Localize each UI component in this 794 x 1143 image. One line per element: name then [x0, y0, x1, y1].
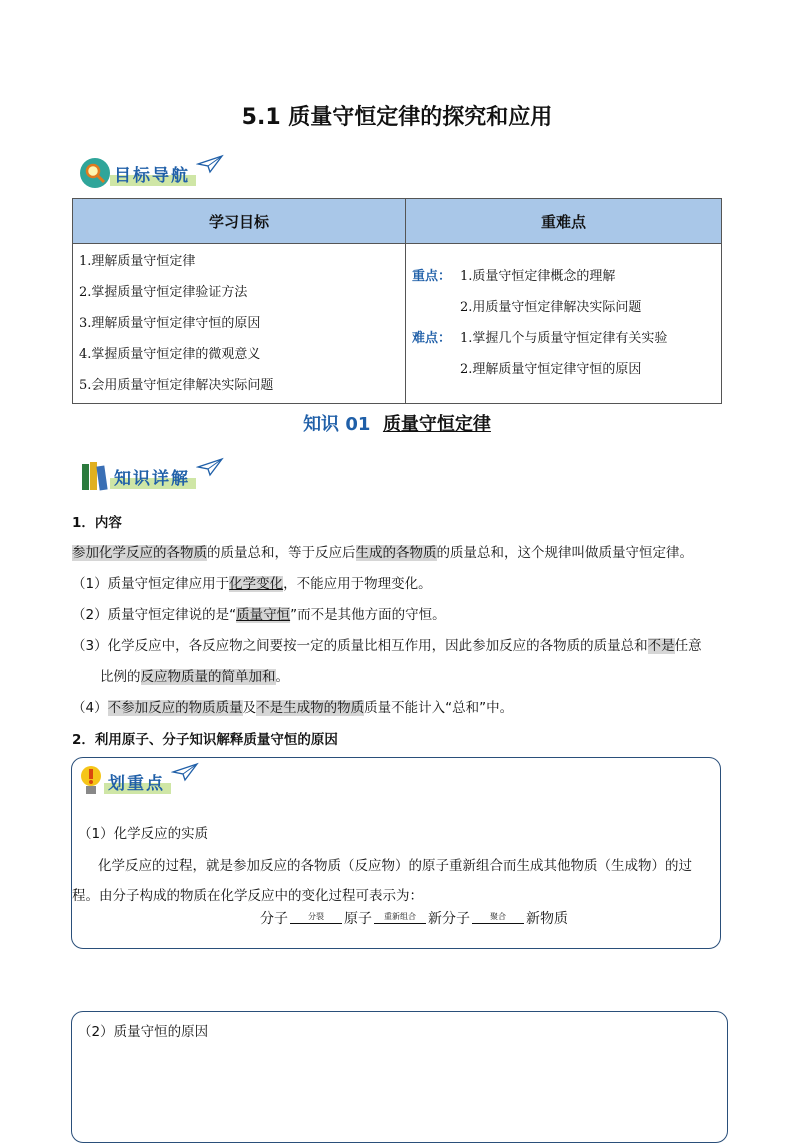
text: （4）	[72, 700, 108, 716]
key-points-header: 重难点	[406, 199, 722, 244]
definition	[72, 541, 693, 561]
arrow-recombine	[374, 912, 426, 928]
lightbulb-icon	[78, 764, 104, 798]
nav-badge	[80, 158, 224, 188]
text: 比例的	[100, 669, 141, 685]
text: 质量不能计入“总和”中。	[364, 700, 514, 716]
page-title: 5.1 质量守恒定律的探究和应用	[241, 105, 553, 130]
hard-label: 难点：	[412, 331, 452, 346]
detail-badge	[80, 460, 224, 492]
box1-line1: 化学反应的过程，就是参加反应的各物质（反应物）的原子重新组合而生成其他物质（生成物）的过	[98, 858, 692, 874]
key-item: 1.质量守恒定律概念的理解	[460, 269, 616, 284]
key-points-cell	[406, 244, 722, 404]
books-icon	[80, 460, 110, 492]
goal-item: 2.掌握质量守恒定律验证方法	[79, 285, 248, 300]
highlight: 质量守恒	[236, 607, 291, 623]
box1-subtitle: （1）化学反应的实质	[78, 826, 209, 842]
text: （1）质量守恒定律应用于	[72, 576, 230, 592]
stage-new-molecule: 新分子	[428, 911, 470, 927]
magnifier-icon	[80, 158, 110, 188]
text: 任意	[674, 638, 702, 654]
arrow-label: 分裂	[308, 912, 324, 921]
text: 及	[242, 700, 257, 716]
stage-molecule: 分子	[260, 911, 288, 927]
reaction-process	[260, 908, 568, 928]
highlight: 不是	[647, 638, 675, 654]
paper-plane-icon	[171, 762, 199, 782]
highlight: 反应物质量的简单加和	[140, 669, 276, 685]
key-item: 2.用质量守恒定律解决实际问题	[460, 300, 642, 315]
highlight: 生成的各物质	[355, 545, 437, 561]
goal-item: 3.理解质量守恒定律守恒的原因	[79, 316, 261, 331]
arrow-split	[290, 912, 342, 928]
detail-badge-label: 知识详解	[110, 464, 196, 489]
heading-content: 1．内容	[72, 515, 122, 531]
goal-item: 1.理解质量守恒定律	[79, 254, 196, 269]
text: 。	[275, 669, 289, 685]
key-badge-label: 划重点	[104, 769, 171, 794]
arrow-label: 聚合	[490, 912, 506, 921]
heading-reason: 2．利用原子、分子知识解释质量守恒的原因	[72, 732, 338, 748]
arrow-aggregate	[472, 912, 524, 928]
text: （2）质量守恒定律说的是“	[72, 607, 237, 623]
goal-item: 5.会用质量守恒定律解决实际问题	[79, 378, 274, 393]
box2-subtitle: （2）质量守恒的原因	[78, 1024, 209, 1040]
item-4	[72, 696, 513, 716]
text: 的质量总和，等于反应后	[207, 545, 356, 561]
key-label: 重点：	[412, 269, 452, 284]
stage-atom: 原子	[344, 911, 372, 927]
nav-badge-label: 目标导航	[110, 161, 196, 186]
highlight: 不是生成物的物质	[256, 700, 365, 716]
paper-plane-icon	[196, 457, 224, 477]
hard-item: 1.掌握几个与质量守恒定律有关实验	[460, 331, 668, 346]
key-badge	[78, 764, 199, 798]
highlight: 化学变化	[229, 576, 284, 592]
goals-table	[72, 198, 722, 404]
stage-new-substance: 新物质	[526, 911, 568, 927]
highlight: 不参加反应的物质质量	[107, 700, 243, 716]
hard-item: 2.理解质量守恒定律守恒的原因	[460, 362, 642, 377]
section-number: 知识 01	[303, 414, 371, 435]
section-name: 质量守恒定律	[382, 414, 491, 435]
item-3	[72, 634, 702, 654]
text: ，不能应用于物理变化。	[283, 576, 432, 592]
highlight: 参加化学反应的各物质	[72, 545, 207, 561]
text: 的质量总和，这个规律叫做质量守恒定律。	[436, 545, 693, 561]
paper-plane-icon	[196, 154, 224, 174]
item-2	[72, 603, 446, 623]
goals-header: 学习目标	[73, 199, 406, 244]
key-point-box	[71, 757, 721, 949]
item-1	[72, 572, 432, 592]
text: ”而不是其他方面的守恒。	[290, 607, 446, 623]
section-title	[0, 410, 794, 436]
item-3-cont	[100, 665, 289, 685]
arrow-label: 重新组合	[384, 912, 416, 921]
reason-box	[71, 1011, 728, 1143]
box1-line2: 程。由分子构成的物质在化学反应中的变化过程可表示为：	[72, 888, 423, 904]
goal-item: 4.掌握质量守恒定律的微观意义	[79, 347, 261, 362]
text: （3）化学反应中，各反应物之间要按一定的质量比相互作用，因此参加反应的各物质的质量总和	[72, 638, 648, 654]
goals-cell	[73, 244, 406, 404]
